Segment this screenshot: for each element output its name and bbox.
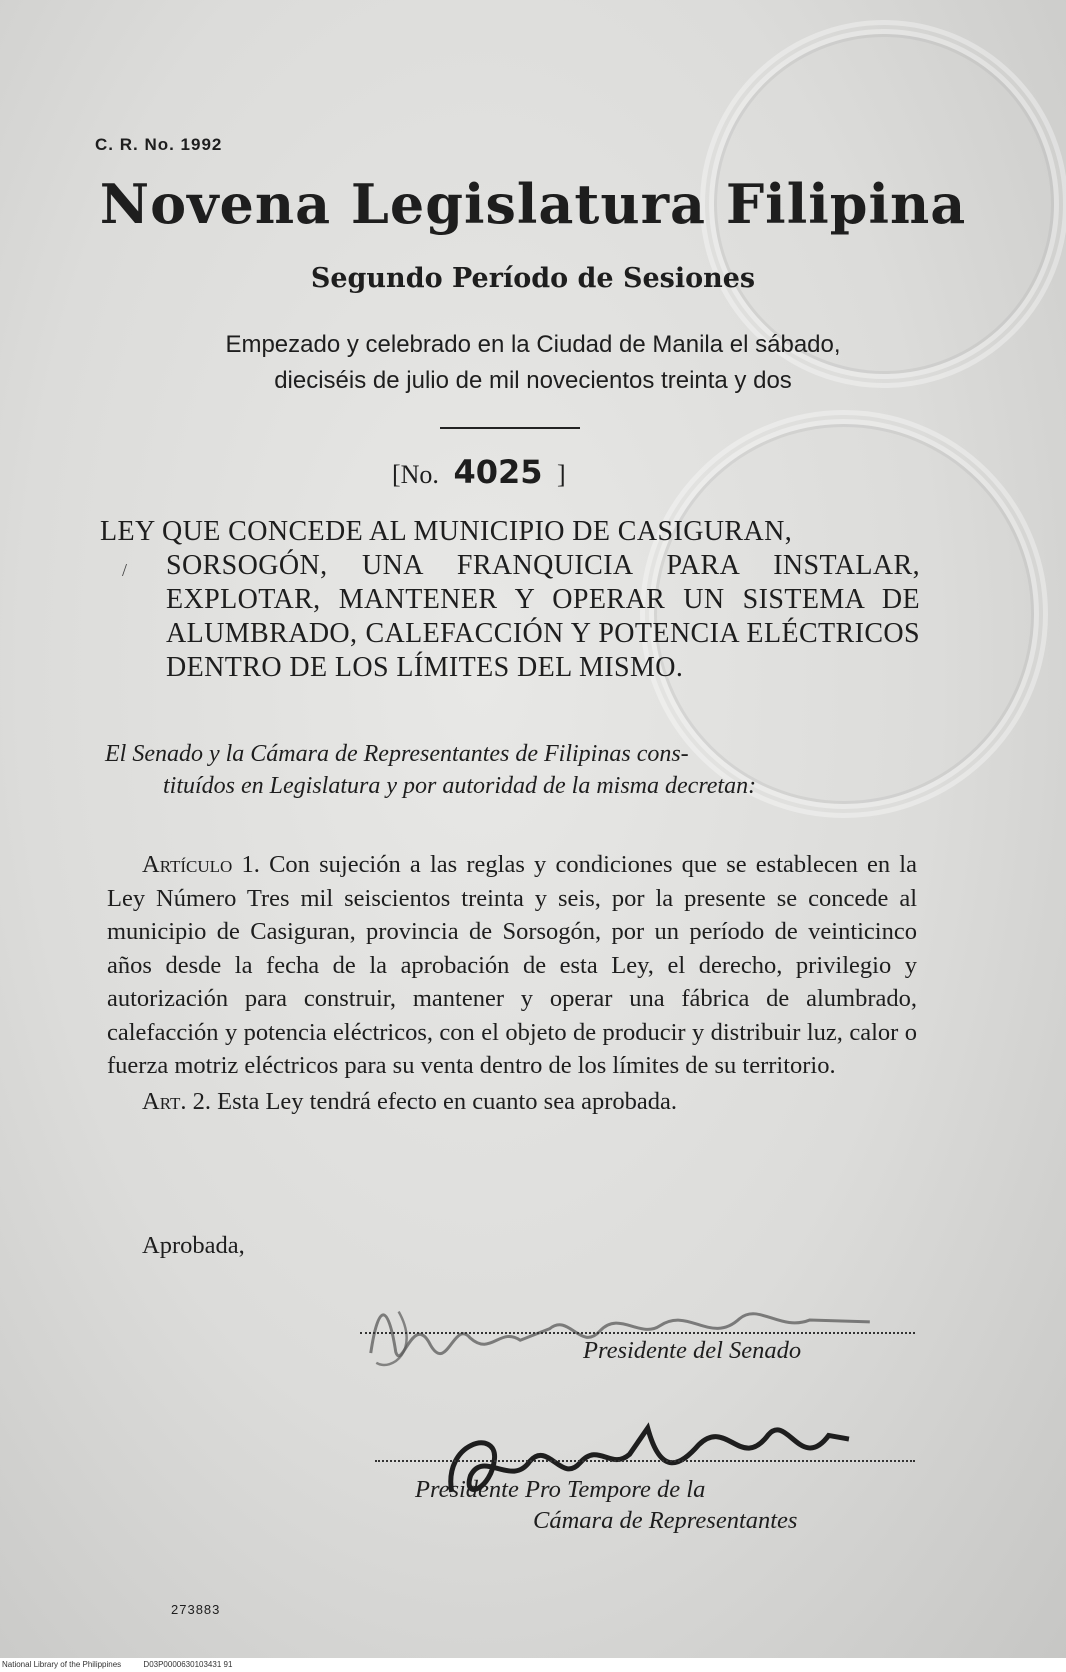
session-line-1: Empezado y celebrado en la Ciudad de Manila el sábado,: [225, 331, 841, 358]
act-number: [392, 453, 566, 491]
law-title-first-line: LEY QUE CONCEDE AL MUNICIPIO DE CASIGURAN,: [100, 516, 793, 547]
articles-body: [107, 848, 917, 1118]
article-2-text: Esta Ley tendrá efecto en cuanto sea aprobada.: [217, 1087, 677, 1115]
archive-source: National Library of the Philippines: [2, 1660, 122, 1669]
margin-mark: /: [122, 560, 128, 580]
senate-president-title: Presidente del Senado: [583, 1337, 802, 1364]
article-2: [107, 1085, 917, 1119]
house-president-title-line-2: Cámara de Representantes: [533, 1507, 798, 1534]
act-number-prefix: [No.: [392, 460, 439, 489]
session-description: [0, 327, 1066, 399]
approved-text: Aprobada,: [142, 1232, 245, 1259]
house-signature-line: [375, 1460, 915, 1462]
cr-number: C. R. No. 1992: [95, 135, 223, 154]
article-1: [107, 848, 917, 1083]
article-1-label: Artículo 1.: [142, 851, 260, 878]
archive-footer: [0, 1658, 1066, 1672]
law-title-rest: SORSOGÓN, UNA FRANQUICIA PARA INSTALAR, EXPLOTAR, MANTENER Y OPERAR UN SISTEMA DE ALUMBRADO, CALEFACCIÓN Y POTENCIA ELÉCTRICOS DENTRO DE LOS LÍMITES DEL MISMO.: [166, 550, 920, 683]
article-2-label: Art. 2.: [142, 1087, 212, 1115]
legislature-title: Novena Legislatura Filipina: [99, 172, 967, 236]
archive-code: D03P0000630103431 91: [143, 1660, 233, 1669]
serial-number: 273883: [171, 1602, 221, 1617]
signature-scribble-1: [358, 1266, 882, 1383]
divider-rule: [440, 427, 580, 429]
enacting-clause-first-line: El Senado y la Cámara de Representantes de Filipinas cons-: [105, 741, 689, 767]
act-number-suffix: ]: [557, 460, 566, 489]
session-line-2: dieciséis de julio de mil novecientos treinta y dos: [274, 367, 792, 394]
law-title: [100, 515, 920, 685]
senate-signature-line: [360, 1332, 915, 1334]
house-president-title-line-1: Presidente Pro Tempore de la: [415, 1476, 706, 1503]
enacting-clause-rest: tituídos en Legislatura y por autoridad de la misma decretan:: [163, 773, 757, 799]
act-number-value: 4025: [453, 453, 543, 491]
enacting-clause: [105, 738, 920, 802]
article-1-text: Con sujeción a las reglas y condiciones que se establecen en la Ley Número Tres mil seiscientos treinta y seis, por la presente se concede al municipio de Casiguran, provincia de Sorsogón, por un período de veinticinco años desde la fecha de la aprobación de esta Ley, el derecho, privilegio y autorización para construir, mantener y operar una fábrica de alumbrado, calefacción y potencia eléctricos, con el objeto de producir y distribuir luz, calor o fuerza motriz eléctricos para su venta dentro de los límites de su territorio.: [107, 851, 917, 1079]
session-period-subtitle: Segundo Período de Sesiones: [310, 263, 756, 294]
